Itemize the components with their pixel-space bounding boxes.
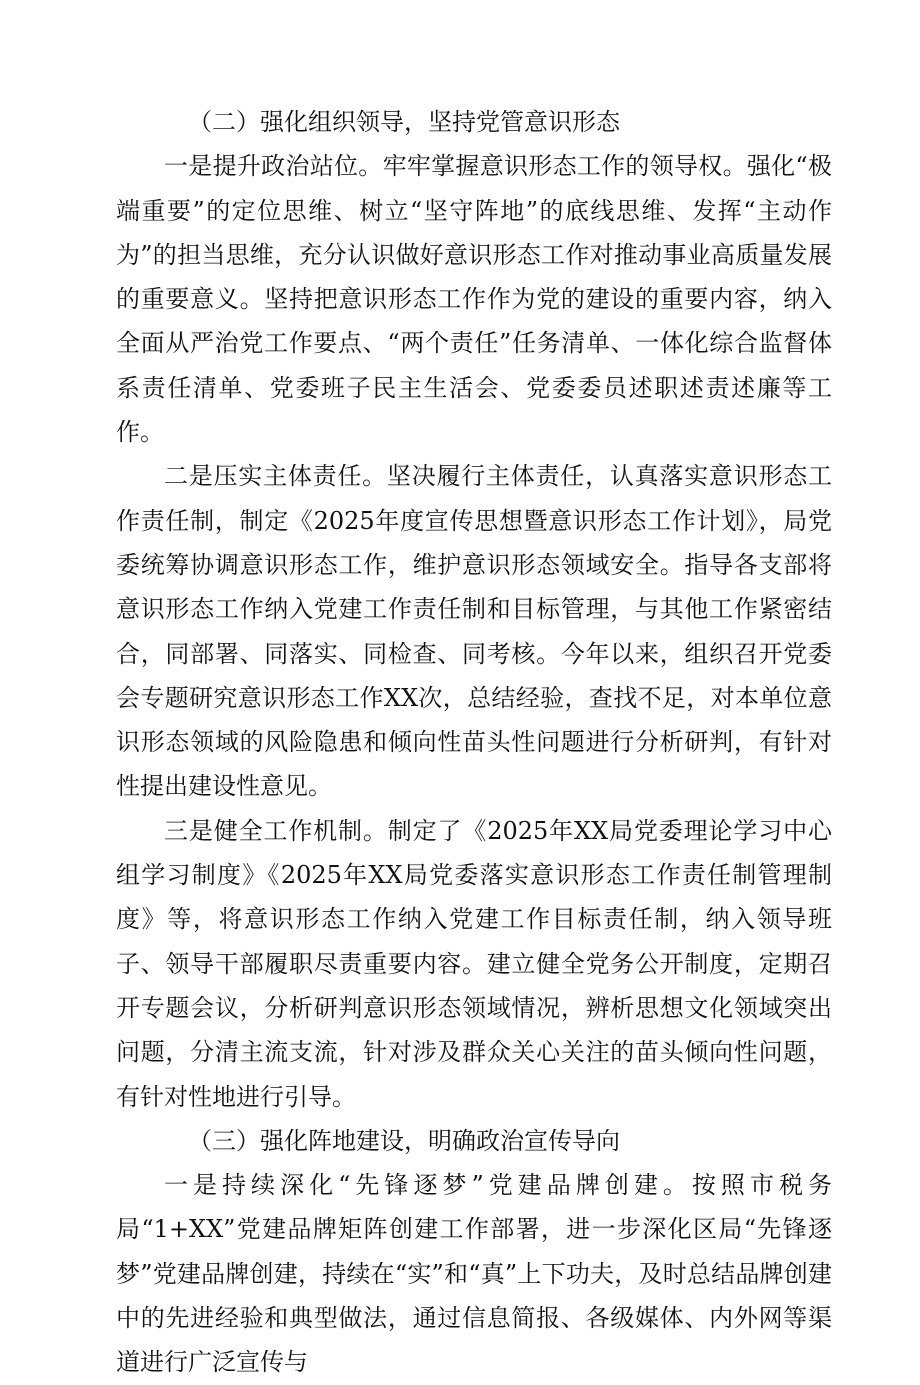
document-body — [116, 100, 832, 1385]
paragraph-party-brand: 一是持续深化“先锋逐梦”党建品牌创建。按照市税务局“1+XX”党建品牌矩阵创建工作部署，进一步深化区局“先锋逐梦”党建品牌创建，持续在“实”和“真”上下功夫，及时总结品牌创建中的先进经验和典型做法，通过信息简报、各级媒体、内外网等渠道进行广泛宣传与 — [116, 1171, 832, 1377]
paragraph-work-mechanism: 三是健全工作机制。制定了《2025年XX局党委理论学习中心组学习制度》《2025年XX局党委落实意识形态工作责任制管理制度》等，将意识形态工作纳入党建工作目标责任制，纳入领导班子、领导干部履职尽责重要内容。建立健全党务公开制度，定期召开专题会议，分析研判意识形态领域情况，辨析思想文化领域突出问题，分清主流支流，针对涉及群众关心关注的苗头倾向性问题，有针对性地进行引导。 — [116, 816, 832, 1111]
section-heading-three: （三）强化阵地建设，明确政治宣传导向 — [188, 1126, 620, 1155]
paragraph-main-responsibility: 二是压实主体责任。坚决履行主体责任，认真落实意识形态工作责任制，制定《2025年度宣传思想暨意识形态工作计划》，局党委统筹协调意识形态工作，维护意识形态领域安全。指导各支部将意识形态工作纳入党建工作责任制和目标管理，与其他工作紧密结合，同部署、同落实、同检查、同考核。今年以来，组织召开党委会专题研究意识形态工作XX次，总结经验，查找不足，对本单位意识形态领域的风险隐患和倾向性苗头性问题进行分析研判，有针对性提出建设性意见。 — [116, 462, 832, 801]
section-heading-two: （二）强化组织领导，坚持党管意识形态 — [188, 108, 620, 136]
paragraph-political-stance: 一是提升政治站位。牢牢掌握意识形态工作的领导权。强化“极端重要”的定位思维、树立“坚守阵地”的底线思维、发挥“主动作为”的担当思维，充分认识做好意识形态工作对推动事业高质量发展的重要意义。坚持把意识形态工作作为党的建设的重要内容，纳入全面从严治党工作要点、“两个责任”任务清单、一体化综合监督体系责任清单、党委班子民主生活会、党委委员述职述责述廉等工作。 — [116, 152, 832, 447]
